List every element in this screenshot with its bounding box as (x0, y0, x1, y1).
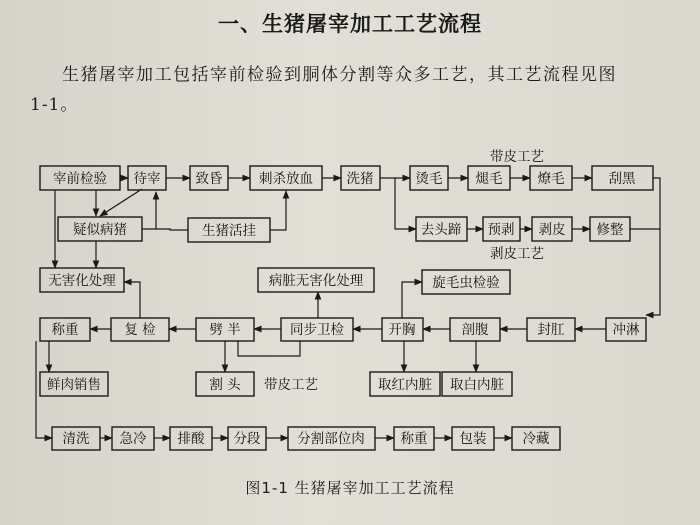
svg-text:冲淋: 冲淋 (612, 322, 640, 338)
svg-text:劈 半: 劈 半 (209, 322, 241, 338)
annotation-skinning-process: 剥皮工艺 (490, 246, 544, 262)
svg-text:刮黑: 刮黑 (608, 171, 636, 187)
node-sync-inspection (281, 318, 353, 341)
node-trichina-test (422, 270, 510, 294)
svg-text:封肛: 封肛 (537, 322, 565, 338)
svg-text:称重: 称重 (51, 322, 79, 338)
svg-text:排酸: 排酸 (177, 431, 205, 447)
intro-text-line-2: 1-1。 (30, 95, 79, 115)
svg-text:旋毛虫检验: 旋毛虫检验 (432, 275, 500, 291)
svg-text:待宰: 待宰 (133, 171, 161, 187)
svg-text:取红内脏: 取红内脏 (378, 377, 432, 393)
svg-text:疑似病猪: 疑似病猪 (73, 222, 127, 238)
node-skin (532, 217, 572, 241)
svg-text:急冷: 急冷 (119, 431, 147, 447)
node-harmless-treatment (40, 268, 124, 292)
node-waiting-slaughter (128, 166, 166, 190)
arrow-wait-to-suspected (100, 189, 142, 216)
node-split-half (196, 318, 254, 341)
node-suspected-sick (58, 217, 142, 241)
node-live-hang (188, 218, 270, 242)
node-cold-storage (512, 427, 560, 450)
node-scald (410, 166, 448, 190)
line-sync-to-split-lower (238, 341, 300, 356)
arrow-suspected-to-wait (142, 192, 156, 229)
node-drain-acid (170, 427, 212, 450)
svg-text:致昏: 致昏 (195, 171, 223, 187)
arrow-chest-to-trichina (402, 282, 422, 318)
svg-text:冷藏: 冷藏 (522, 431, 550, 447)
svg-text:取白内脏: 取白内脏 (450, 377, 504, 393)
svg-text:开胸: 开胸 (388, 322, 416, 338)
node-trim (590, 217, 630, 241)
node-stick-bleed (250, 166, 322, 190)
node-seal-anus (527, 318, 575, 341)
node-open-chest (382, 318, 423, 341)
node-cut-parts (288, 427, 375, 450)
svg-text:生猪活挂: 生猪活挂 (202, 223, 256, 239)
line-to-live-hang (156, 229, 188, 230)
svg-text:鲜肉销售: 鲜肉销售 (47, 377, 101, 393)
node-organ-harmless (258, 268, 374, 292)
svg-text:剖腹: 剖腹 (461, 322, 489, 338)
svg-text:修整: 修整 (596, 222, 624, 238)
node-cut-head (196, 372, 254, 396)
svg-text:洗猪: 洗猪 (346, 171, 374, 187)
svg-text:分段: 分段 (233, 431, 261, 447)
node-weigh-2 (394, 427, 434, 450)
svg-text:燎毛: 燎毛 (537, 171, 565, 187)
node-white-organs (442, 372, 512, 396)
node-open-belly (450, 318, 500, 341)
svg-text:烫毛: 烫毛 (415, 171, 443, 187)
node-segment (228, 427, 266, 450)
figure-caption: 图1-1 生猪屠宰加工工艺流程 (245, 479, 455, 497)
intro-text-line-1: 生猪屠宰加工包括宰前检验到胴体分割等众多工艺，其工艺流程见图 (62, 65, 617, 85)
svg-text:宰前检验: 宰前检验 (53, 171, 107, 187)
svg-text:同步卫检: 同步卫检 (290, 322, 344, 338)
node-clean (52, 427, 100, 450)
svg-text:无害化处理: 无害化处理 (48, 273, 116, 289)
svg-text:分割部位肉: 分割部位肉 (297, 431, 365, 447)
node-prelim-inspection (40, 166, 120, 190)
svg-text:病脏无害化处理: 病脏无害化处理 (268, 273, 364, 289)
svg-text:清洗: 清洗 (62, 431, 90, 447)
svg-text:称重: 称重 (400, 431, 428, 447)
node-pre-skin (483, 217, 520, 241)
node-quick-chill (112, 427, 154, 450)
svg-text:割 头: 割 头 (209, 377, 241, 393)
svg-text:刺杀放血: 刺杀放血 (259, 171, 313, 187)
node-weigh-1 (40, 318, 90, 341)
node-package (452, 427, 494, 450)
svg-text:去头蹄: 去头蹄 (420, 222, 462, 238)
svg-text:包装: 包装 (459, 431, 487, 447)
node-recheck (111, 318, 169, 341)
section-title: 一、生猪屠宰加工工艺流程 (218, 12, 482, 36)
node-wash-pig (341, 166, 380, 190)
arrow-scrape-to-shower (646, 178, 660, 315)
node-stunning (190, 166, 228, 190)
node-shower (606, 318, 646, 341)
svg-text:预剥: 预剥 (487, 222, 515, 238)
node-dehair (468, 166, 510, 190)
annotation-with-skin-top: 带皮工艺 (490, 149, 544, 165)
svg-text:复 检: 复 检 (124, 322, 156, 338)
node-singe (530, 166, 572, 190)
node-red-organs (370, 372, 440, 396)
arrow-wash-to-hooves (395, 178, 416, 229)
arrow-recheck-to-harmless (124, 282, 140, 318)
annotation-with-skin-bottom: 带皮工艺 (264, 377, 318, 393)
arrow-live-hang-to-bleed (270, 191, 286, 230)
node-fresh-meat-sale (40, 372, 108, 396)
node-remove-hooves (416, 217, 467, 241)
svg-text:煺毛: 煺毛 (475, 171, 503, 187)
node-scrape-black (592, 166, 653, 190)
svg-text:剥皮: 剥皮 (538, 222, 566, 238)
